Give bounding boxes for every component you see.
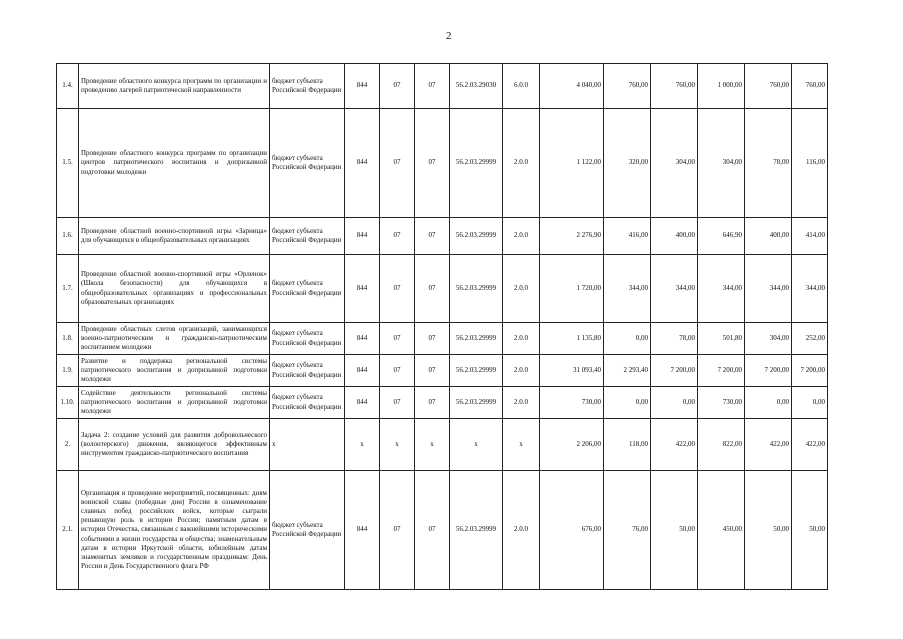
amount-year-2: 422,00 [651, 419, 698, 471]
code-subsection: 07 [415, 471, 450, 590]
amount-year-2: 78,00 [651, 323, 698, 355]
table-row [57, 387, 828, 419]
amount-year-1: 76,00 [604, 471, 651, 590]
table-row [57, 109, 828, 218]
amount-year-2: 50,00 [651, 471, 698, 590]
amount-total: 2 206,00 [540, 419, 604, 471]
table-row [57, 218, 828, 255]
event-name: Проведение областного конкурса программ по организации и проведению лагерей патриотической направленности [79, 64, 270, 109]
amount-total: 1 122,00 [540, 109, 604, 218]
amount-year-4: 50,00 [745, 471, 792, 590]
event-name: Развитие и поддержка региональной системы патриотического воспитания и допризывной подготовки молодежи [79, 355, 270, 387]
row-number: 2.1. [57, 471, 79, 590]
code-section: 07 [380, 323, 415, 355]
amount-year-5: 414,00 [792, 218, 828, 255]
amount-total: 4 040,00 [540, 64, 604, 109]
code-target-article: 56.2.03.29999 [450, 109, 503, 218]
event-name: Проведение областной военно-спортивной игры «Зарница» для обучающихся в общеобразовательных организациях [79, 218, 270, 255]
code-expense-type: 2.0.0 [503, 109, 540, 218]
code-subsection: 07 [415, 218, 450, 255]
amount-year-1: 760,00 [604, 64, 651, 109]
code-expense-type: x [503, 419, 540, 471]
funding-source: бюджет субъекта Российской Федерации [270, 64, 345, 109]
code-section: 07 [380, 218, 415, 255]
code-subsection: 07 [415, 255, 450, 323]
amount-year-1: 416,00 [604, 218, 651, 255]
table-row [57, 64, 828, 109]
code-target-article: x [450, 419, 503, 471]
code-section: 07 [380, 255, 415, 323]
amount-year-5: 252,00 [792, 323, 828, 355]
funding-source: бюджет субъекта Российской Федерации [270, 355, 345, 387]
amount-year-4: 0,00 [745, 387, 792, 419]
code-subsection: 07 [415, 355, 450, 387]
amount-year-3: 344,00 [698, 255, 745, 323]
event-name: Организация и проведение мероприятий, посвященных: дням воинской славы (победные дни) России в ознаменование славных побед российских войск, которые сыграли решающую роль в истории России; памятным датам в истории Отечества, связанным с важнейшими историческими событиями в жизни государства и общества; знаменательным датам в истории Иркутской области, юбилейным датам знаменитых земляков и государственным праздникам: День России и День Государственного флага РФ [79, 471, 270, 590]
amount-total: 31 093,40 [540, 355, 604, 387]
amount-year-3: 646,90 [698, 218, 745, 255]
code-expense-type: 2.0.0 [503, 255, 540, 323]
code-section: 07 [380, 64, 415, 109]
code-expense-type: 2.0.0 [503, 471, 540, 590]
funding-source: бюджет субъекта Российской Федерации [270, 218, 345, 255]
amount-total: 730,00 [540, 387, 604, 419]
funding-source: бюджет субъекта Российской Федерации [270, 255, 345, 323]
code-section: 07 [380, 355, 415, 387]
code-expense-type: 2.0.0 [503, 323, 540, 355]
code-section: x [380, 419, 415, 471]
amount-year-4: 7 200,00 [745, 355, 792, 387]
page-number: 2 [446, 30, 452, 42]
funding-source: x [270, 419, 345, 471]
amount-year-5: 344,00 [792, 255, 828, 323]
table-row [57, 355, 828, 387]
table-body [57, 64, 828, 590]
code-expense-type: 2.0.0 [503, 355, 540, 387]
code-grbs: 844 [345, 64, 380, 109]
code-subsection: 07 [415, 109, 450, 218]
amount-total: 2 276,90 [540, 218, 604, 255]
row-number: 1.4. [57, 64, 79, 109]
event-name: Проведение областного конкурса программ по организации центров патриотического воспитания и допризывной подготовки молодежи [79, 109, 270, 218]
event-name: Задача 2: создание условий для развития добровольческого (волонтерского) движения, являющегося эффективным инструментом гражданско-патриотического воспитания [79, 419, 270, 471]
amount-year-5: 422,00 [792, 419, 828, 471]
code-expense-type: 2.0.0 [503, 387, 540, 419]
code-target-article: 56.2.03.29999 [450, 323, 503, 355]
amount-year-3: 7 200,00 [698, 355, 745, 387]
code-subsection: 07 [415, 64, 450, 109]
code-target-article: 56.2.03.29999 [450, 387, 503, 419]
code-grbs: 844 [345, 218, 380, 255]
amount-total: 1 720,00 [540, 255, 604, 323]
event-name: Проведение областной военно-спортивной игры «Орленок» (Школа безопасности) для обучающихся в общеобразовательных организациях и профессиональных образовательных организациях [79, 255, 270, 323]
amount-year-1: 0,00 [604, 387, 651, 419]
amount-year-3: 1 000,00 [698, 64, 745, 109]
amount-year-3: 450,00 [698, 471, 745, 590]
code-grbs: 844 [345, 355, 380, 387]
code-target-article: 56.2.03.29030 [450, 64, 503, 109]
row-number: 1.6. [57, 218, 79, 255]
funding-source: бюджет субъекта Российской Федерации [270, 471, 345, 590]
amount-year-1: 118,00 [604, 419, 651, 471]
code-grbs: 844 [345, 109, 380, 218]
code-target-article: 56.2.03.29999 [450, 471, 503, 590]
amount-year-4: 304,00 [745, 323, 792, 355]
event-name: Проведение областных слетов организаций, занимающихся военно-патриотическим и гражданско-патриотическим воспитанием молодежи [79, 323, 270, 355]
amount-year-3: 501,80 [698, 323, 745, 355]
amount-year-4: 344,00 [745, 255, 792, 323]
row-number: 1.10. [57, 387, 79, 419]
amount-year-4: 422,00 [745, 419, 792, 471]
code-subsection: 07 [415, 387, 450, 419]
amount-year-3: 822,00 [698, 419, 745, 471]
amount-year-5: 7 200,00 [792, 355, 828, 387]
amount-year-1: 320,00 [604, 109, 651, 218]
amount-total: 1 135,80 [540, 323, 604, 355]
amount-year-1: 344,00 [604, 255, 651, 323]
code-expense-type: 6.0.0 [503, 64, 540, 109]
code-section: 07 [380, 471, 415, 590]
amount-year-2: 7 200,00 [651, 355, 698, 387]
amount-year-3: 304,00 [698, 109, 745, 218]
code-target-article: 56.2.03.29999 [450, 355, 503, 387]
amount-year-2: 760,00 [651, 64, 698, 109]
table-row [57, 471, 828, 590]
code-subsection: 07 [415, 323, 450, 355]
amount-year-5: 116,00 [792, 109, 828, 218]
code-grbs: 844 [345, 387, 380, 419]
amount-year-5: 50,00 [792, 471, 828, 590]
code-subsection: x [415, 419, 450, 471]
amount-year-2: 304,00 [651, 109, 698, 218]
amount-year-2: 400,00 [651, 218, 698, 255]
amount-year-2: 344,00 [651, 255, 698, 323]
row-number: 1.7. [57, 255, 79, 323]
code-grbs: 844 [345, 323, 380, 355]
code-section: 07 [380, 109, 415, 218]
amount-year-5: 760,00 [792, 64, 828, 109]
amount-year-3: 730,00 [698, 387, 745, 419]
code-grbs: x [345, 419, 380, 471]
table-row [57, 419, 828, 471]
amount-year-4: 78,00 [745, 109, 792, 218]
code-grbs: 844 [345, 255, 380, 323]
funding-source: бюджет субъекта Российской Федерации [270, 323, 345, 355]
amount-year-4: 400,00 [745, 218, 792, 255]
amount-year-1: 2 293,40 [604, 355, 651, 387]
amount-year-2: 0,00 [651, 387, 698, 419]
amount-year-1: 0,00 [604, 323, 651, 355]
row-number: 2. [57, 419, 79, 471]
row-number: 1.8. [57, 323, 79, 355]
code-target-article: 56.2.03.29999 [450, 218, 503, 255]
row-number: 1.9. [57, 355, 79, 387]
amount-year-4: 760,00 [745, 64, 792, 109]
event-name: Содействие деятельности региональной системы патриотического воспитания и допризывной подготовки молодежи [79, 387, 270, 419]
table-row [57, 323, 828, 355]
table-row [57, 255, 828, 323]
funding-source: бюджет субъекта Российской Федерации [270, 109, 345, 218]
code-target-article: 56.2.03.29999 [450, 255, 503, 323]
code-grbs: 844 [345, 471, 380, 590]
amount-total: 676,00 [540, 471, 604, 590]
funding-source: бюджет субъекта Российской Федерации [270, 387, 345, 419]
row-number: 1.5. [57, 109, 79, 218]
code-expense-type: 2.0.0 [503, 218, 540, 255]
code-section: 07 [380, 387, 415, 419]
budget-table [56, 63, 828, 590]
amount-year-5: 0,00 [792, 387, 828, 419]
